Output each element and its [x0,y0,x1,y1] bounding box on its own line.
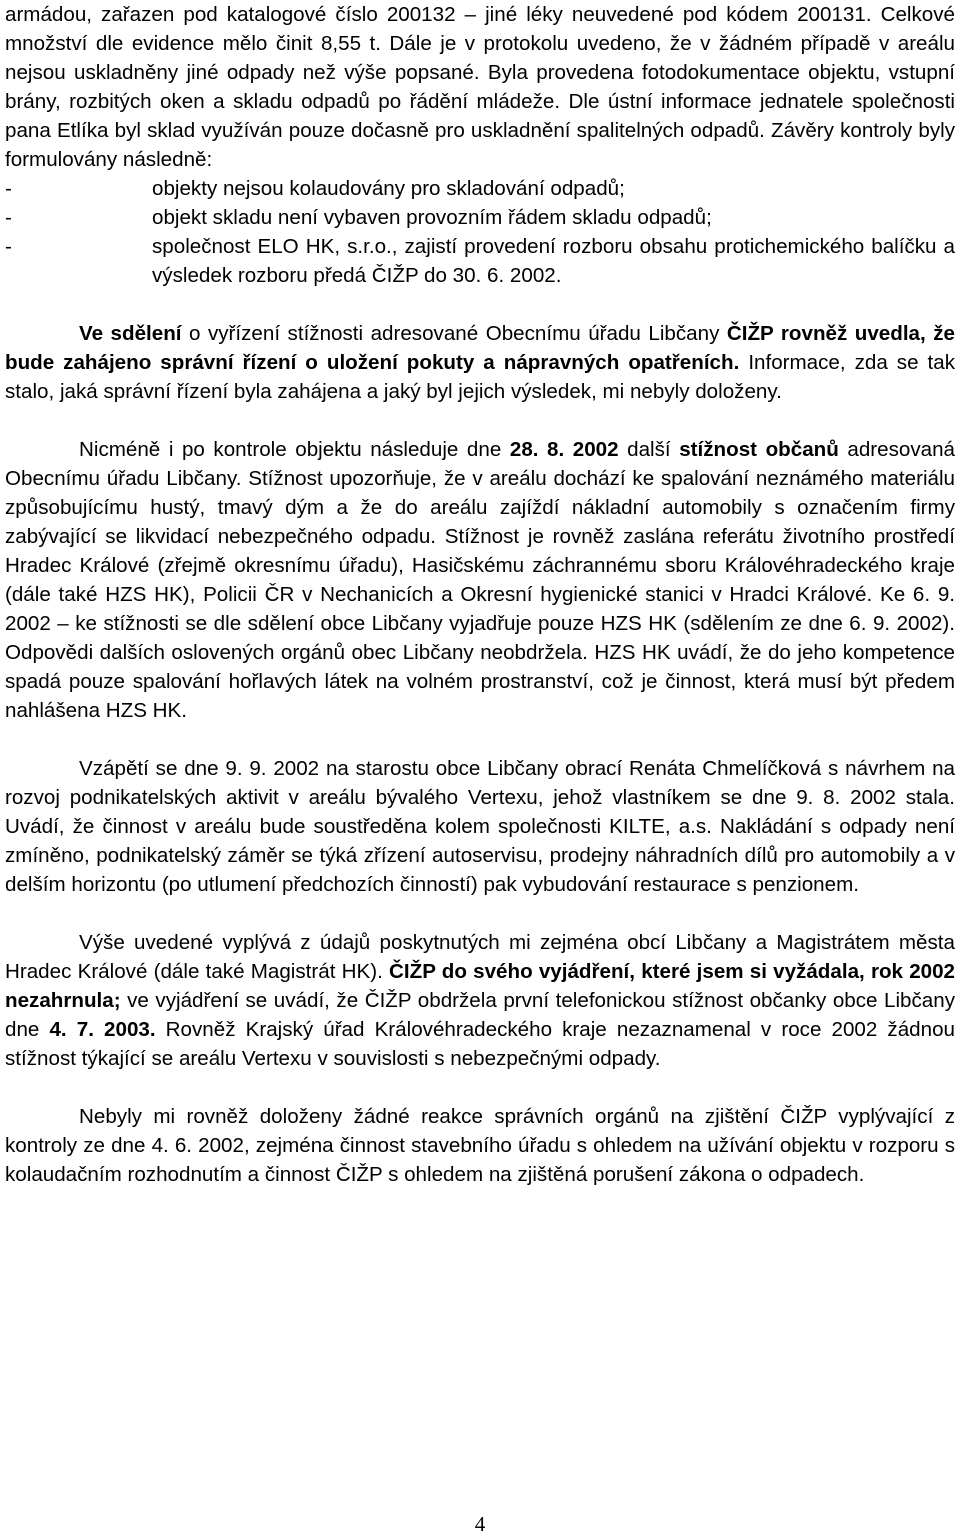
bold-text: 4. 7. 2003. [49,1018,156,1041]
paragraph-inspection-protocol [5,0,955,174]
paragraph-business-proposal [5,754,955,899]
bold-text: ČIŽP do svého vyjádření, které jsem si vyžádala, rok 2002 nezahrnula; [5,960,956,1012]
paragraph-text: armádou, zařazen pod katalogové číslo 200132 – jiné léky neuvedené pod kódem 200131. Celkové množství dle evidence mělo činit 8,55 t. Dále je v protokolu uvedeno, že v žádném případě v areálu nejsou uskladněny jiné odpady než výše popsané. Byla provedena fotodokumentace objektu, vstupní brány, rozbitých oken a skladu odpadů po řádění mládeže. Dle ústní informace jednatele společnosti pana Etlíka byl sklad využíván pouze dočasně pro uskladnění spalitelných odpadů. Závěry kontroly byly formulovány následně: [5,3,955,171]
list-dash: - [5,177,12,200]
paragraph-text: Výše uvedené vyplývá z údajů poskytnutých mi zejména obcí Libčany a Magistrátem města Hradec Králové (dále také Magistrát HK). [5,931,955,983]
document-body [5,0,955,1189]
bold-text: 28. 8. 2002 [509,438,619,461]
bold-text: stížnost občanů [679,438,839,461]
paragraph-text: Rovněž Krajský úřad Královéhradeckého kraje nezaznamenal v roce 2002 žádnou stížnost týkající se areálu Vertexu v souvislosti s nebezpečnými odpady. [5,1018,955,1070]
list-dash: - [5,206,12,229]
list-item [5,174,955,203]
paragraph-text: Informace, zda se tak stalo, jaká správní řízení byla zahájena a jaký byl jejich výsledek, mi nebyly doloženy. [5,351,955,403]
list-item [5,232,955,290]
bold-text: Ve sdělení [79,322,182,345]
paragraph-text: adresovaná Obecnímu úřadu Libčany. Stížnost upozorňuje, že v areálu dochází ke spalování neznámého materiálu způsobujícímu hustý, tmavý dým a že do areálu zajíždí nákladní automobily s označením firmy zabývající se likvidací nebezpečného odpadu. Stížnost je rovněž zaslána referátu životního prostředí Hradec Králové (zřejmě okresnímu úřadu), Hasičskému záchrannému sboru Královéhradeckého kraje (dále také HZS HK), Policii ČR v Nechanicích a Okresní hygienické stanici v Hradci Králové. Ke 6. 9. 2002 – ke stížnosti se dle sdělení obce Libčany vyjadřuje pouze HZS HK (sdělením ze dne 6. 9. 2002). Odpovědi dalších oslovených orgánů obec Libčany neobdržela. HZS HK uvádí, že do jeho kompetence spadá pouze spalování hořlavých látek na volném prostranství, což je činnost, která musí být předem nahlášena HZS HK. [5,438,955,722]
paragraph-citizens-complaint [5,435,955,725]
paragraph-cizp-response [5,928,955,1073]
list-dash: - [5,235,12,258]
list-item [5,203,955,232]
paragraph-cizp-statement [5,319,955,406]
paragraph-text: Nicméně i po kontrole objektu následuje dne [79,438,510,461]
paragraph-text: Vzápětí se dne 9. 9. 2002 na starostu obce Libčany obrací Renáta Chmelíčková s návrhem na rozvoj podnikatelských aktivit v areálu bývalého Vertexu, jehož vlastníkem se dne 9. 8. 2002 stala. Uvádí, že činnost v areálu bude soustředěna kolem společnosti KILTE, a.s. Nakládání s odpady není zmíněno, podnikatelský záměr se týká zřízení autoservisu, prodejny náhradních dílů pro automobily a v delším horizontu (po utlumení předchozích činností) pak vybudování restaurace s penzionem. [5,757,955,896]
list-item-text: objekty nejsou kolaudovány pro skladování odpadů; [152,177,625,200]
paragraph-no-reactions [5,1102,955,1189]
paragraph-text: ve vyjádření se uvádí, že ČIŽP obdržela první telefonickou stížnost občanky obce Libčany dne [5,989,955,1041]
paragraph-text: o vyřízení stížnosti adresované Obecnímu úřadu Libčany [181,322,727,345]
page-number: 4 [474,1512,486,1536]
paragraph-text: další [618,438,680,461]
inspection-conclusions-list [5,174,955,290]
paragraph-text: Nebyly mi rovněž doloženy žádné reakce správních orgánů na zjištění ČIŽP vyplývající z kontroly ze dne 4. 6. 2002, zejména činnost stavebního úřadu s ohledem na užívání objektu v rozporu s kolaudačním rozhodnutím a činnost ČIŽP s ohledem na zjištěná porušení zákona o odpadech. [5,1105,955,1186]
list-item-text: společnost ELO HK, s.r.o., zajistí provedení rozboru obsahu protichemického balíčku a výsledek rozboru předá ČIŽP do 30. 6. 2002. [152,235,955,287]
bold-text: ČIŽP rovněž uvedla, že bude zahájeno správní řízení o uložení pokuty a nápravných opatřeních. [5,322,955,374]
list-item-text: objekt skladu není vybaven provozním řádem skladu odpadů; [152,206,712,229]
